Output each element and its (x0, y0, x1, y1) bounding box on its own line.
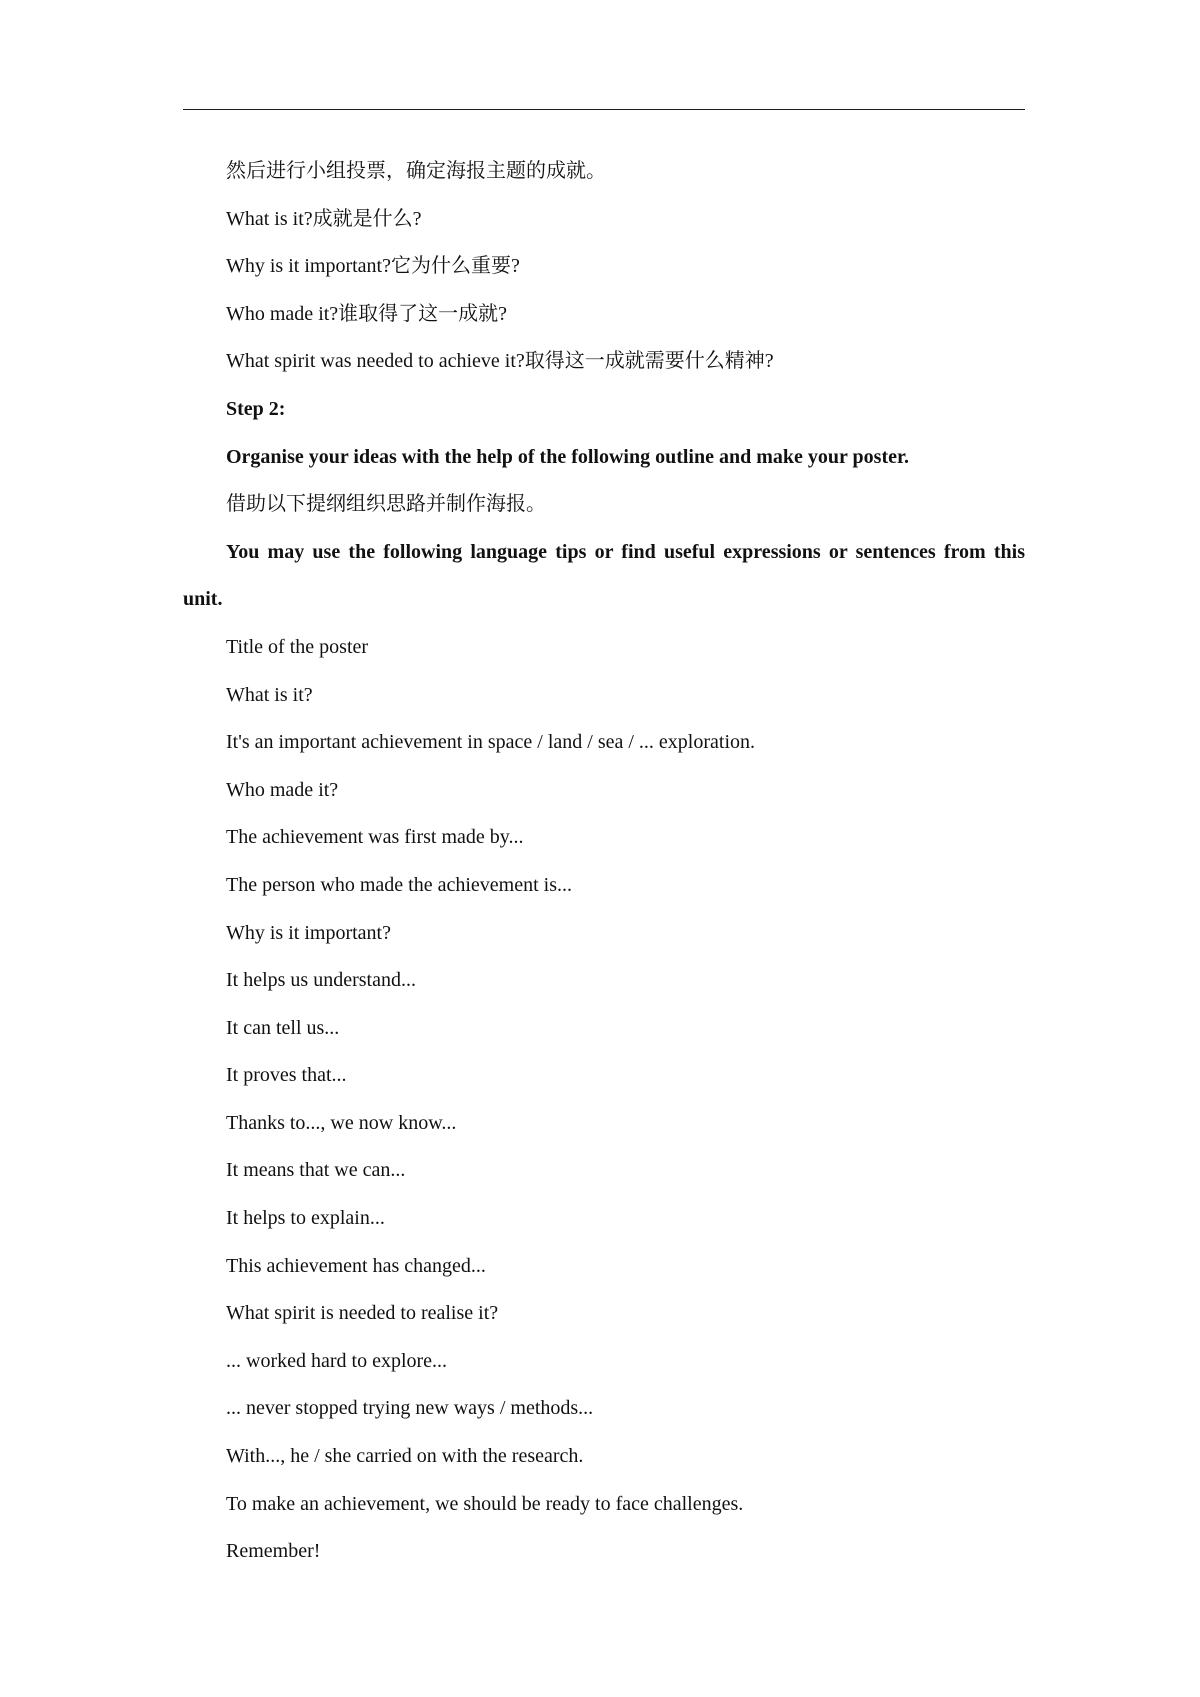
outline-item: To make an achievement, we should be ready to face challenges. (226, 1492, 744, 1515)
outline-item: Who made it? (226, 778, 339, 801)
header-rule (183, 109, 1025, 110)
outline-item: Why is it important? (226, 921, 391, 944)
text-line: 借助以下提纲组织思路并制作海报。 (226, 493, 546, 516)
text-line: What is it?成就是什么? (226, 207, 422, 230)
outline-item: ... never stopped trying new ways / methods... (226, 1397, 594, 1420)
outline-item: It helps us understand... (226, 969, 416, 992)
tips-paragraph: You may use the following language tips or find useful expressions or sentences from this unit. (183, 540, 1025, 611)
outline-item: The person who made the achievement is... (226, 873, 572, 896)
outline-item: ... worked hard to explore... (226, 1349, 448, 1372)
outline-item: Remember! (226, 1540, 321, 1563)
outline-item: What is it? (226, 683, 313, 706)
outline-item: It helps to explain... (226, 1207, 385, 1230)
outline-item: This achievement has changed... (226, 1254, 486, 1277)
text-line: 然后进行小组投票，确定海报主题的成就。 (226, 160, 606, 182)
text-line: What spirit was needed to achieve it?取得这一成就需要什么精神? (226, 350, 774, 373)
outline-item: It can tell us... (226, 1016, 340, 1039)
outline-item: Title of the poster (226, 635, 369, 658)
text-line: Why is it important?它为什么重要? (226, 255, 520, 278)
text-line: Who made it?谁取得了这一成就? (226, 302, 508, 325)
step-heading: Step 2: (226, 397, 286, 420)
outline-item: It's an important achievement in space / land / sea / ... exploration. (226, 731, 755, 754)
step-instruction: Organise your ideas with the help of the following outline and make your poster. (226, 445, 910, 468)
document-body (183, 148, 1025, 1576)
outline-item: Thanks to..., we now know... (226, 1111, 457, 1134)
outline-item: What spirit is needed to realise it? (226, 1302, 499, 1325)
outline-item: With..., he / she carried on with the research. (226, 1445, 584, 1468)
outline-item: It means that we can... (226, 1159, 406, 1182)
outline-item: It proves that... (226, 1064, 347, 1087)
outline-item: The achievement was first made by... (226, 826, 524, 849)
